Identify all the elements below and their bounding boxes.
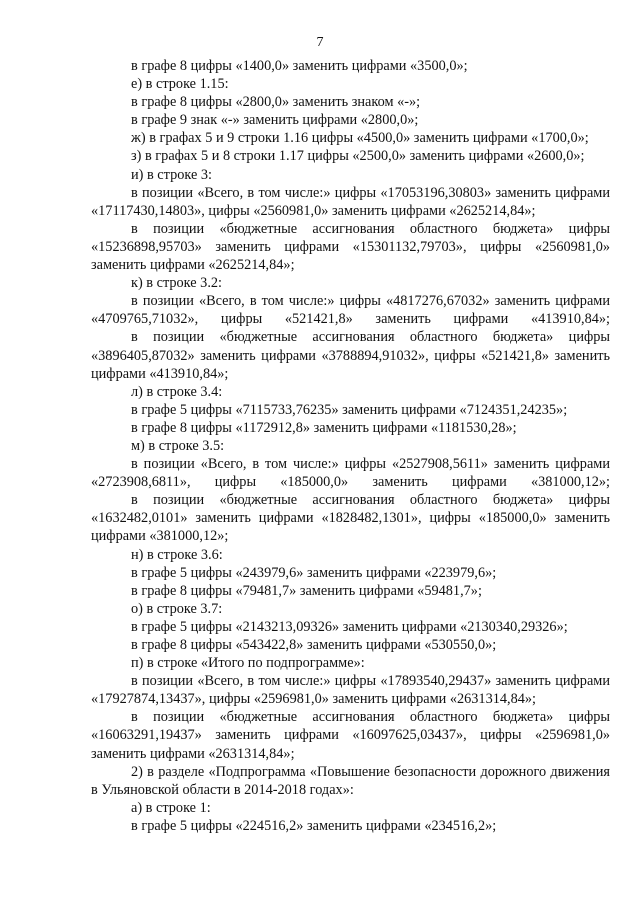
paragraph: в графе 8 цифры «2800,0» заменить знаком «-»;	[131, 94, 421, 111]
paragraph: в позиции «бюджетные ассигнования областного бюджета» цифры «15236898,95703» заменить цифрами «15301132,79703», цифры «2560981,0» заменить цифрами «2625214,84»;	[91, 220, 610, 274]
paragraph: л) в строке 3.4:	[131, 383, 223, 400]
paragraph: в графе 5 цифры «7115733,76235» заменить цифрами «7124351,24235»;	[131, 401, 568, 418]
paragraph: в графе 9 знак «-» заменить цифрами «2800,0»;	[131, 112, 419, 129]
paragraph: е) в строке 1.15:	[131, 76, 229, 93]
paragraph: в позиции «Всего, в том числе:» цифры «2527908,5611» заменить цифрами «2723908,6811», цифры «185000,0» заменить цифрами «381000,12»;	[91, 456, 610, 491]
paragraph: о) в строке 3.7:	[131, 600, 223, 617]
document-body	[91, 57, 610, 835]
paragraph: в графе 5 цифры «243979,6» заменить цифрами «223979,6»;	[131, 564, 497, 581]
paragraph: в графе 8 цифры «79481,7» заменить цифрами «59481,7»;	[131, 582, 482, 599]
paragraph: ж) в графах 5 и 9 строки 1.16 цифры «4500,0» заменить цифрами «1700,0»;	[131, 130, 589, 147]
paragraph: в графе 8 цифры «1400,0» заменить цифрами «3500,0»;	[131, 58, 468, 74]
paragraph: в позиции «Всего, в том числе:» цифры «17053196,30803» заменить цифрами «17117430,14803», цифры «2560981,0» заменить цифрами «2625214,84»;	[91, 184, 610, 219]
paragraph: а) в строке 1:	[131, 799, 211, 816]
paragraph: в позиции «Всего, в том числе:» цифры «17893540,29437» заменить цифрами «17927874,13437», цифры «2596981,0» заменить цифрами «2631314,84»;	[91, 673, 610, 708]
paragraph: в графе 8 цифры «1172912,8» заменить цифрами «1181530,28»;	[131, 419, 517, 436]
paragraph: и) в строке 3:	[131, 166, 213, 183]
paragraph: в позиции «бюджетные ассигнования областного бюджета» цифры «1632482,0101» заменить цифрами «1828482,1301», цифры «185000,0» заменить цифрами «381000,12»;	[91, 492, 610, 545]
paragraph: в позиции «бюджетные ассигнования областного бюджета» цифры «16063291,19437» заменить цифрами «16097625,03437», цифры «2596981,0» заменить цифрами «2631314,84»;	[91, 709, 610, 762]
paragraph: п) в строке «Итого по подпрограмме»:	[131, 655, 365, 672]
paragraph: 2) в разделе «Подпрограмма «Повышение безопасности дорожного движения в Ульяновской области в 2014-2018 годах»:	[91, 763, 610, 798]
paragraph: к) в строке 3.2:	[131, 275, 223, 292]
page-number: 7	[316, 35, 324, 50]
paragraph: м) в строке 3.5:	[131, 437, 225, 454]
paragraph: з) в графах 5 и 8 строки 1.17 цифры «2500,0» заменить цифрами «2600,0»;	[131, 148, 585, 165]
paragraph: н) в строке 3.6:	[131, 546, 223, 563]
paragraph: в графе 5 цифры «224516,2» заменить цифрами «234516,2»;	[131, 817, 497, 834]
paragraph: в позиции «Всего, в том числе:» цифры «4817276,67032» заменить цифрами «4709765,71032», цифры «521421,8» заменить цифрами «413910,84»;	[91, 293, 610, 328]
paragraph: в графе 5 цифры «2143213,09326» заменить цифрами «2130340,29326»;	[131, 618, 568, 635]
paragraph: в графе 8 цифры «543422,8» заменить цифрами «530550,0»;	[131, 637, 497, 653]
paragraph: в позиции «бюджетные ассигнования областного бюджета» цифры «3896405,87032» заменить цифрами «3788894,91032», цифры «521421,8» заменить цифрами «413910,84»;	[91, 329, 610, 382]
